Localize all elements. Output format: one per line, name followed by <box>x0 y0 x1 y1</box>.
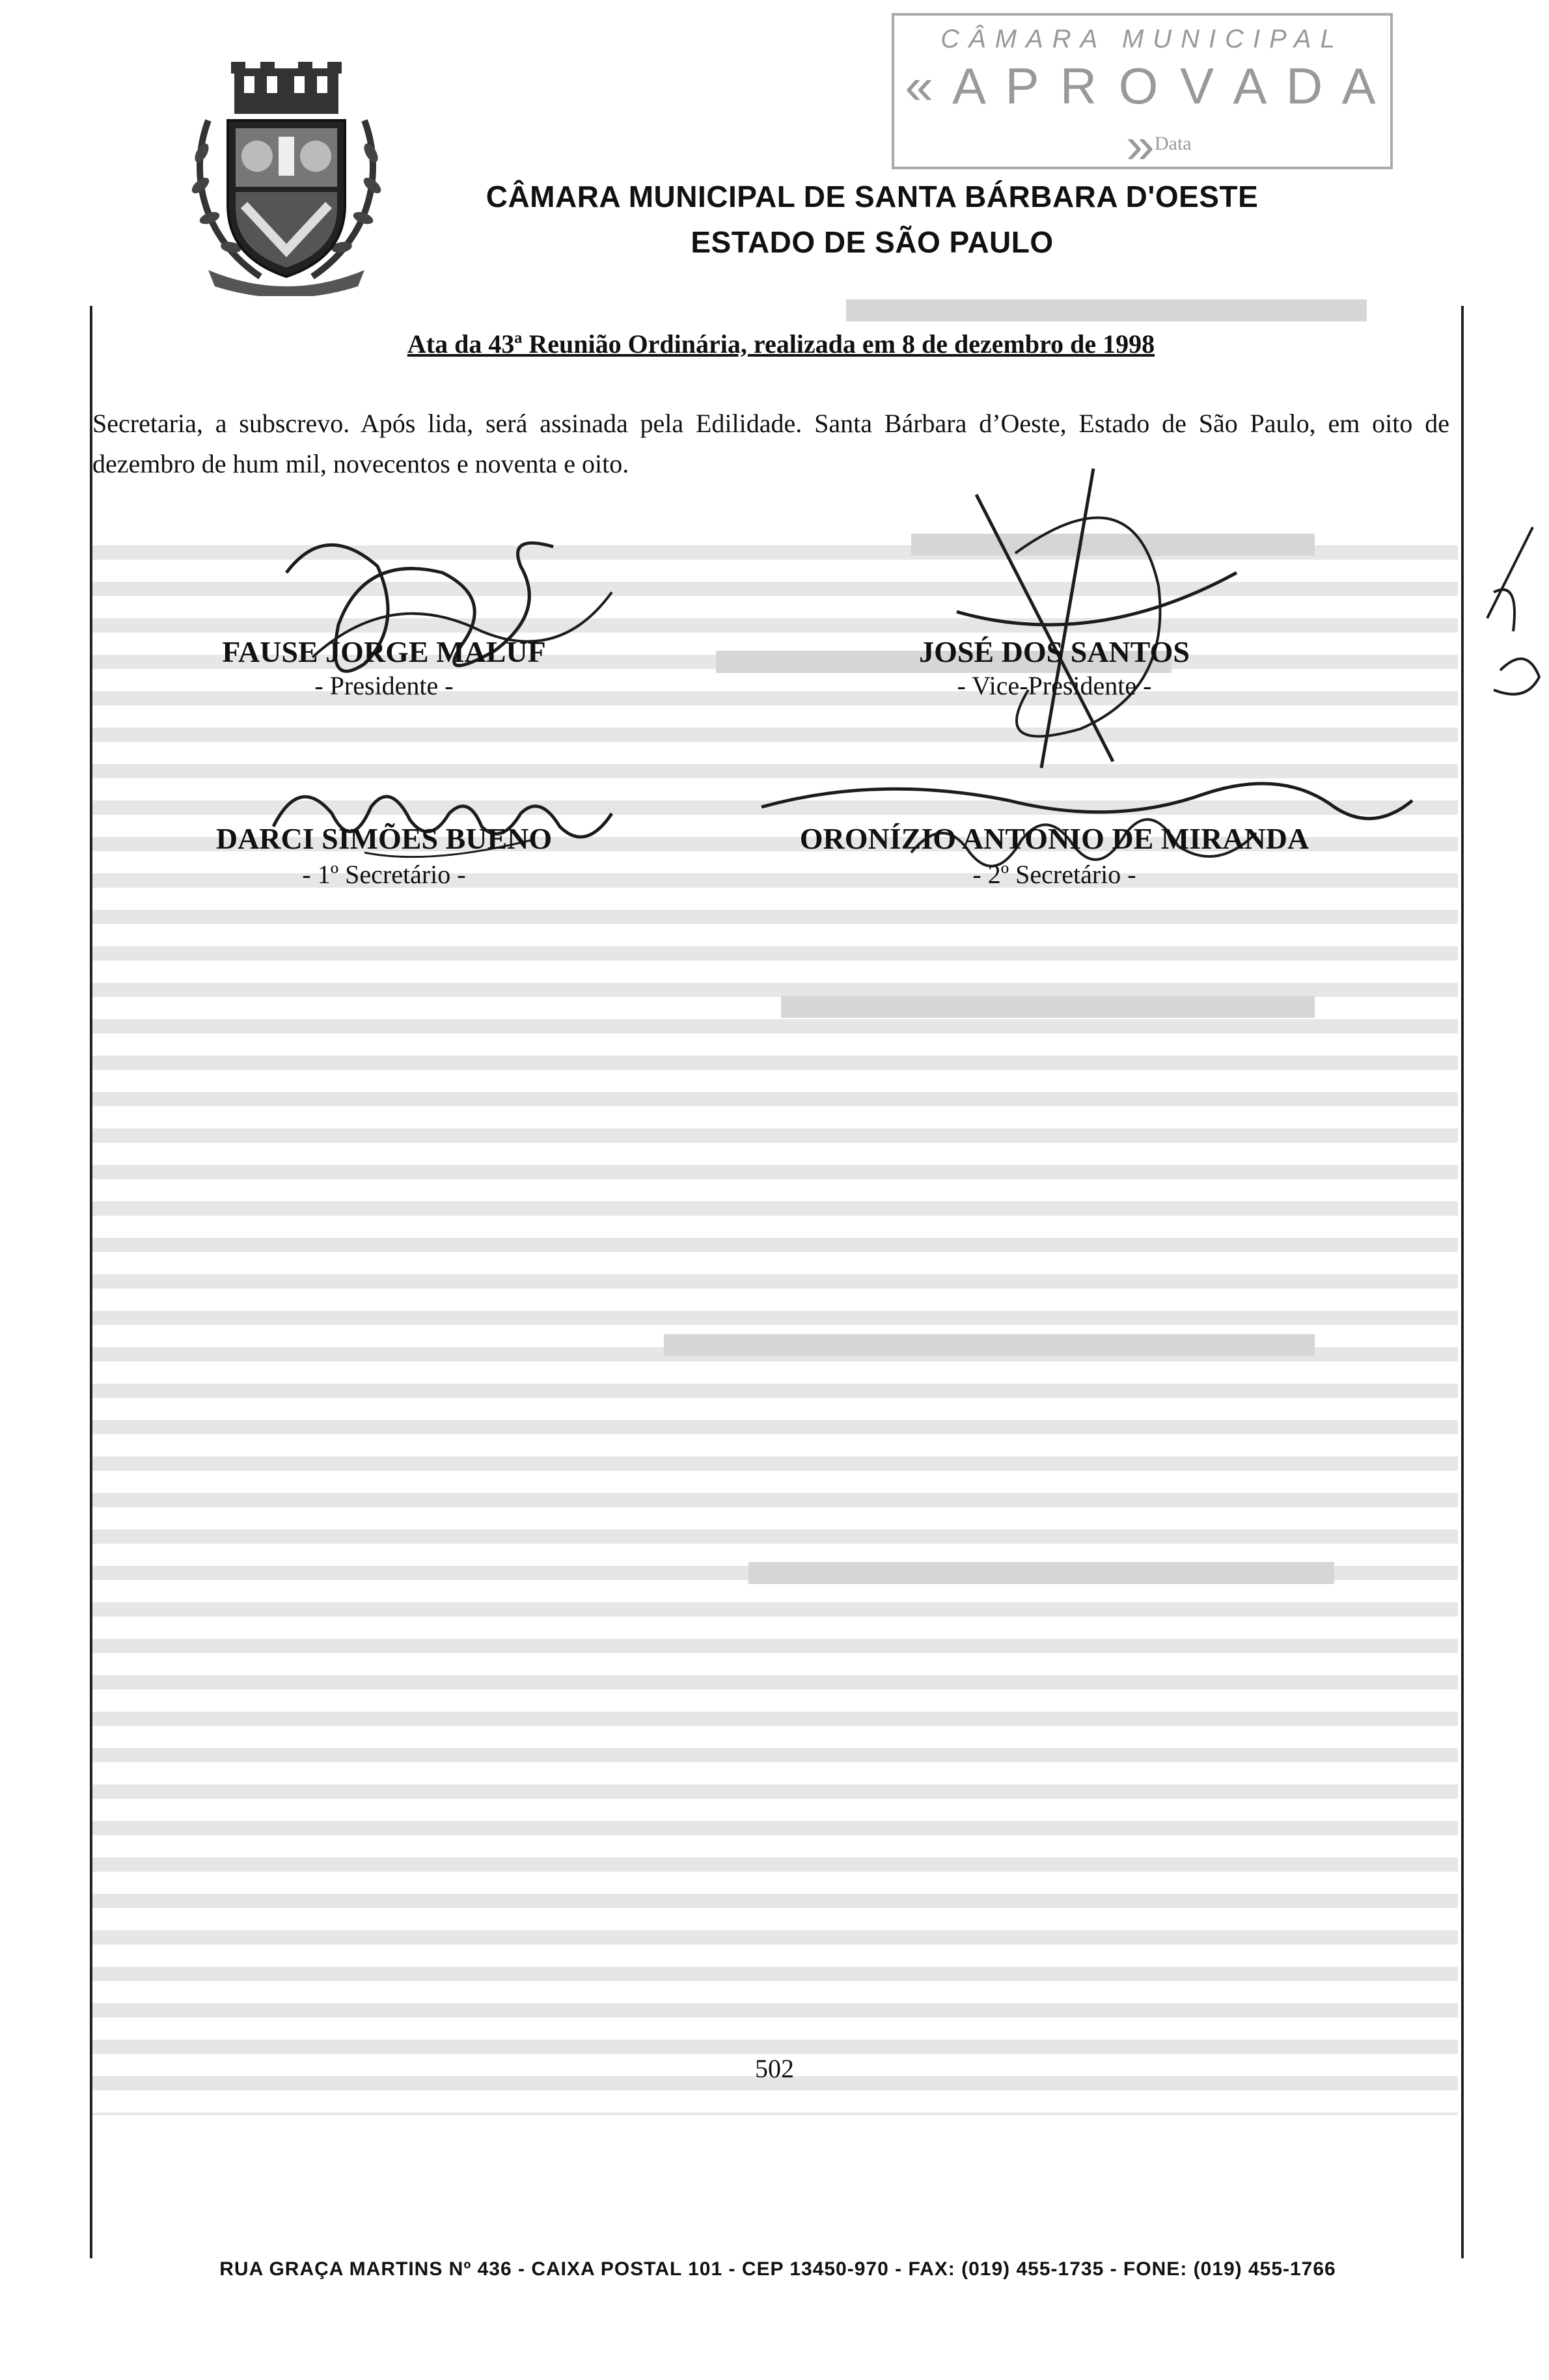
bleed-through-name <box>846 299 1367 321</box>
institution-name: CÂMARA MUNICIPAL DE SANTA BÁRBARA D'OESTE <box>486 180 1259 213</box>
signatory-1-role: - Presidente - <box>314 671 454 700</box>
coat-of-arms-icon <box>182 62 391 296</box>
footer-address: RUA GRAÇA MARTINS Nº 436 - CAIXA POSTAL 101 - CEP 13450-970 - FAX: (019) 455-1735 - FONE: (019) 455-1766 <box>219 2258 1336 2280</box>
signatory-2-name: JOSÉ DOS SANTOS <box>919 635 1190 668</box>
signature-jose <box>898 456 1367 807</box>
bleed-through-name <box>781 996 1315 1018</box>
page-number: 502 <box>755 2054 794 2083</box>
bleed-through-name <box>748 1562 1334 1584</box>
signatory-4-name: ORONÍZIO ANTONIO DE MIRANDA <box>799 822 1309 855</box>
signatory-3-name: DARCI SIMÕES BUENO <box>215 822 553 855</box>
signatory-2-role: - Vice-Presidente - <box>957 671 1152 700</box>
state-name: ESTADO DE SÃO PAULO <box>691 225 1054 259</box>
margin-initials <box>1474 514 1546 722</box>
minutes-paragraph: Secretaria, a subscrevo. Após lida, será assinada pela Edilidade. Santa Bárbara d’Oeste, Estado de São Paulo, em oito de dezembro de hum mil, novecentos e noventa e oito. <box>92 409 1449 478</box>
signatory-4-role: - 2º Secretário - <box>972 860 1136 889</box>
stamp-date-label: Data <box>1155 133 1192 154</box>
left-border-rule <box>90 306 92 2258</box>
stamp-line2: « A P R O V A D A » <box>905 57 1380 174</box>
page-title: Ata da 43ª Reunião Ordinária, realizada em 8 de dezembro de 1998 <box>407 329 1155 359</box>
bleed-through-name <box>664 1334 1315 1356</box>
approval-stamp <box>892 13 1393 174</box>
signatory-3-role: - 1º Secretário - <box>302 860 466 889</box>
signatory-1-name: FAUSE JORGE MALUF <box>222 635 546 668</box>
right-border-rule <box>1461 306 1464 2258</box>
stamp-line1: CÂMARA MUNICIPAL <box>940 25 1344 53</box>
